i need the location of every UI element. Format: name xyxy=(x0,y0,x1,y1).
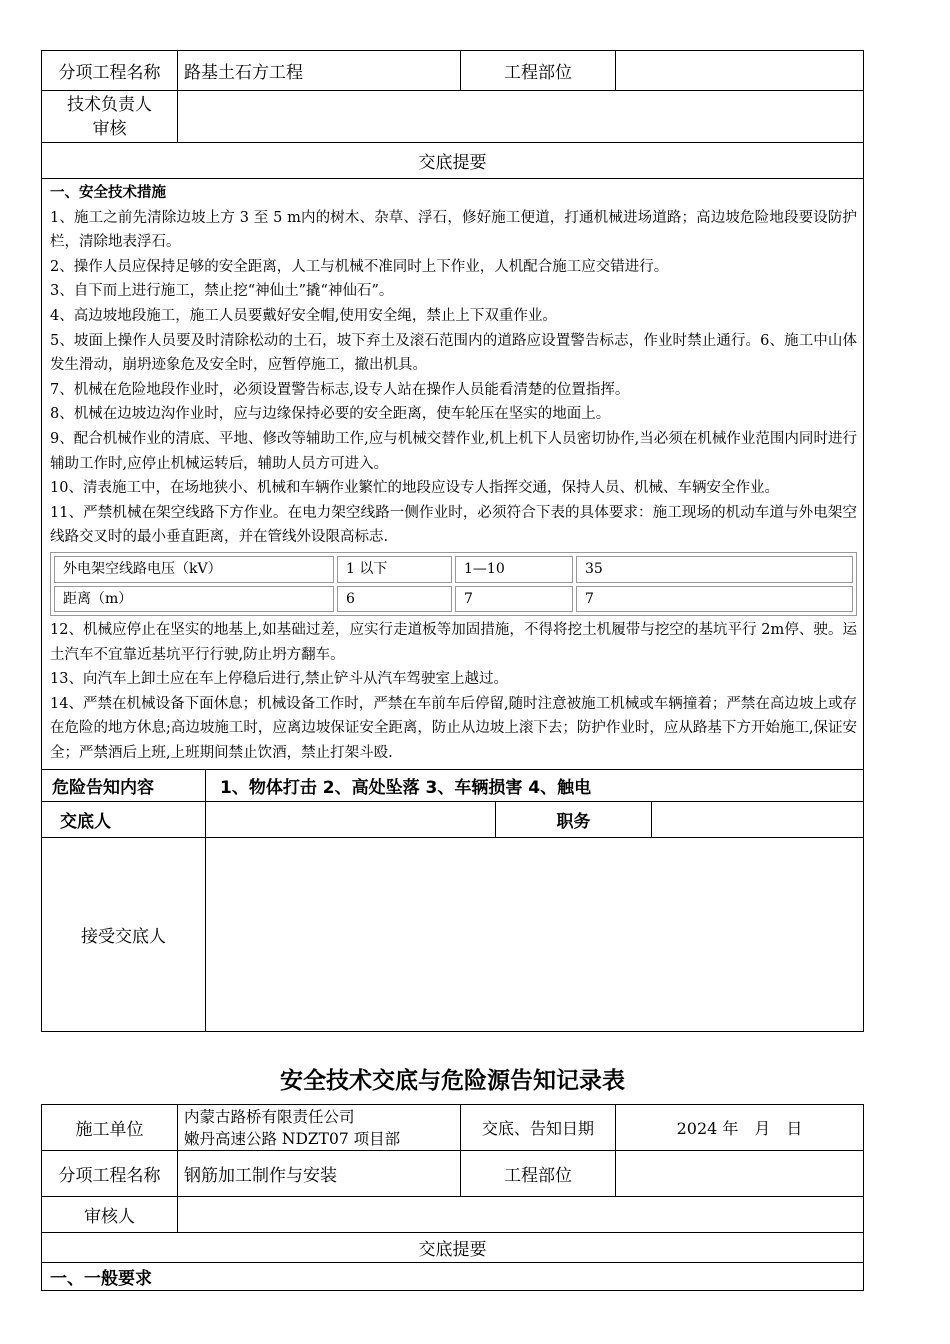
measure-item: 12、机械应停止在坚实的地基上,如基础过差，应实行走道板等加固措施，不得将挖土机履带与挖空的基坑平行 2m停、驶。运土汽车不宜靠近基坑平行行驶,防止坍方翻车。 xyxy=(50,622,857,663)
measure-item: 11、严禁机械在架空线路下方作业。在电力架空线路一侧作业时，必须符合下表的具体要求：施工现场的机动车道与外电架空线路交叉时的最小垂直距离，并在管线外设限高标志. xyxy=(50,504,857,546)
distance-cell: 7 xyxy=(576,586,853,613)
position-label: 职务 xyxy=(496,801,652,837)
page-title: 安全技术交底与危险源告知记录表 xyxy=(280,1068,625,1094)
project-part-value xyxy=(616,51,864,91)
briefing-table-1-bottom xyxy=(41,769,864,1032)
project-part-value xyxy=(616,1151,864,1197)
measure-item: 9、配合机械作业的清底、平地、修改等辅助工作,应与机械交替作业,机上机下人员密切协作,当必须在机械作业范围内同时进行辅助工作时,应停止机械运转后，辅助人员方可进入。 xyxy=(50,430,857,472)
unit-line-1: 内蒙古路桥有限责任公司 xyxy=(184,1107,355,1126)
distance-label: 距离（m） xyxy=(54,586,334,613)
briefing-date-value: 2024 年 月 日 xyxy=(616,1105,864,1151)
measure-item: 2、操作人员应保持足够的安全距离，人工与机械不准同时上下作业，人机配合施工应交错进行。 xyxy=(50,258,669,275)
briefer-label: 交底人 xyxy=(42,801,206,837)
safety-briefing-sheet-1 xyxy=(41,50,864,1032)
measure-item: 4、高边坡地段施工，施工人员要戴好安全帽,使用安全绳，禁止上下双重作业。 xyxy=(50,307,557,324)
hazard-label: 危险告知内容 xyxy=(42,769,206,801)
hazard-value: 1、物体打击 2、高处坠落 3、车辆损害 4、触电 xyxy=(206,769,864,801)
sub-project-name-label: 分项工程名称 xyxy=(42,51,178,91)
voltage-label: 外电架空线路电压（kV） xyxy=(54,556,334,583)
voltage-cell: 35 xyxy=(576,556,853,583)
measure-item: 10、清表施工中，在场地狭小、机械和车辆作业繁忙的地段应设专人指挥交通，保持人员、机械、车辆安全作业。 xyxy=(50,480,779,497)
measure-item: 13、向汽车上卸土应在车上停稳后进行,禁止铲斗从汽车驾驶室上越过。 xyxy=(50,671,509,688)
voltage-distance-table xyxy=(50,552,857,616)
measure-item: 7、机械在危险地段作业时，必须设置警告标志,设专人站在操作人员能看清楚的位置指挥。 xyxy=(50,381,630,398)
receiver-label: 接受交底人 xyxy=(42,837,206,1031)
project-part-label: 工程部位 xyxy=(461,51,616,91)
briefing-table-1 xyxy=(41,50,864,770)
measure-item: 5、坡面上操作人员要及时清除松动的土石，坡下弃土及滚石范围内的道路应设置警告标志，作业时禁止通行。6、施工中山体发生滑动，崩坍迹象危及安全时，应暂停施工，撤出机具。 xyxy=(50,332,857,374)
section-title: 一、一般要求 xyxy=(42,1263,864,1291)
safety-measures-content xyxy=(42,179,864,770)
summary-header: 交底提要 xyxy=(42,143,864,179)
position-value xyxy=(652,801,864,837)
sub-project-name-label: 分项工程名称 xyxy=(42,1151,178,1197)
construction-unit-value xyxy=(178,1105,461,1151)
briefing-table-2 xyxy=(41,1104,864,1291)
voltage-cell: 1—10 xyxy=(455,556,573,583)
distance-cell: 7 xyxy=(455,586,573,613)
construction-unit-label: 施工单位 xyxy=(42,1105,178,1151)
section-title: 一、安全技术措施 xyxy=(50,185,166,201)
receiver-value xyxy=(206,837,864,1031)
tech-reviewer-label: 技术负责人审核 xyxy=(42,91,178,143)
project-part-label: 工程部位 xyxy=(461,1151,616,1197)
tech-reviewer-value xyxy=(178,91,864,143)
briefer-value xyxy=(206,801,496,837)
briefing-date-label: 交底、告知日期 xyxy=(461,1105,616,1151)
voltage-cell: 1 以下 xyxy=(337,556,452,583)
measure-item: 1、施工之前先清除边坡上方 3 至 5 m内的树木、杂草、浮石，修好施工便道，打通机械进场道路；高边坡危险地段要设防护栏，清除地表浮石。 xyxy=(50,209,857,251)
measure-item: 14、严禁在机械设备下面休息；机械设备工作时，严禁在车前车后停留,随时注意被施工机械或车辆撞着；严禁在高边坡上或存在危险的地方休息;高边坡施工时，应离边坡保证安全距离，防止从边坡上滚下去；防护作业时，应从路基下方开始施工,保证安全；严禁酒后上班,上班期间禁止饮酒，禁止打架斗殴. xyxy=(50,695,857,762)
measure-item: 8、机械在边坡边沟作业时，应与边缘保持必要的安全距离，使车轮压在坚实的地面上。 xyxy=(50,406,611,423)
sub-project-name-value: 钢筋加工制作与安装 xyxy=(178,1151,461,1197)
distance-cell: 6 xyxy=(337,586,452,613)
safety-briefing-sheet-2 xyxy=(41,1104,864,1291)
summary-header: 交底提要 xyxy=(42,1233,864,1263)
sub-project-name-value: 路基土石方工程 xyxy=(178,51,461,91)
measure-item: 3、自下而上进行施工，禁止挖“神仙土”撬“神仙石”。 xyxy=(50,283,394,300)
reviewer-label: 审核人 xyxy=(42,1197,178,1233)
unit-line-2: 嫩丹高速公路 NDZT07 项目部 xyxy=(184,1129,401,1148)
reviewer-value xyxy=(178,1197,864,1233)
